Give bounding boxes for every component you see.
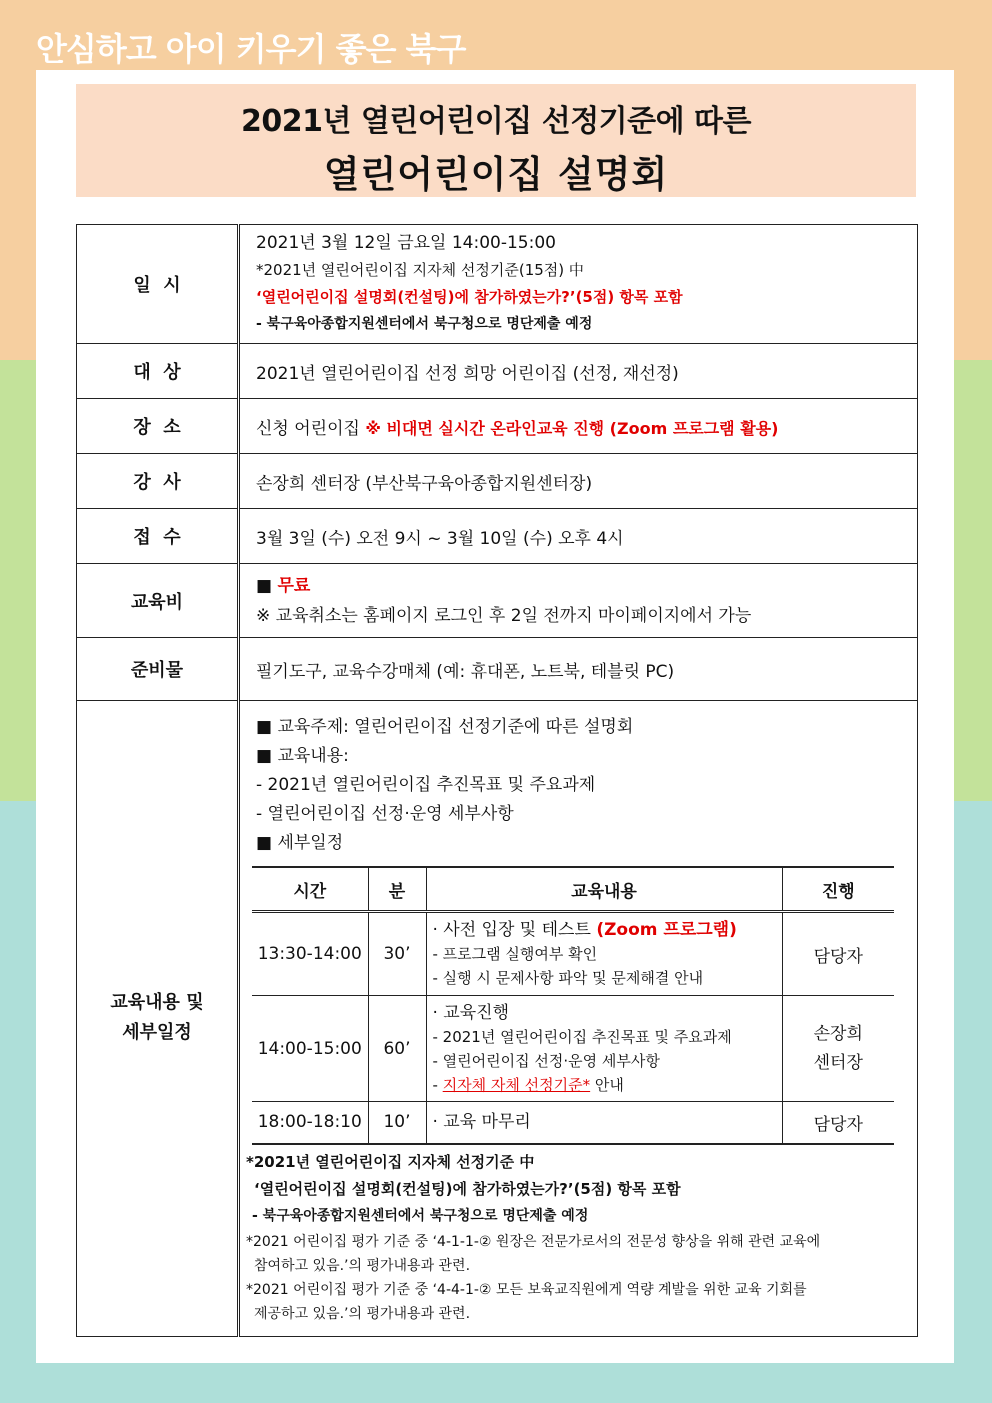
footnote-4a: *2021 어린이집 평가 기준 중 ‘4-1-1-② 원장은 전문가로서의 전문성 향상을 위해 관련 교육에 [246,1233,821,1250]
schedule-header-time: 시간 [252,867,368,912]
row-target [77,344,918,399]
schedule-sub: - 실행 시 문제사항 파악 및 문제해결 안내 [432,969,704,987]
slogan: 안심하고 아이 키우기 좋은 북구 [36,30,466,68]
schedule-row [252,912,894,996]
row-details [77,701,918,1337]
row-place [77,399,918,454]
schedule-sub-prefix: - [432,1075,443,1094]
label-details [77,701,239,1337]
schedule-host-line-2: 센터장 [813,1052,863,1073]
details-topic: ■ 교육주제: 열린어린이집 선정기준에 따른 설명회 [256,717,634,737]
datetime-submission: - 북구육아종합지원센터에서 북구청으로 명단제출 예정 [256,316,593,332]
schedule-sub-suffix: 안내 [590,1075,624,1094]
row-lecturer [77,454,918,509]
content-fee [239,564,918,638]
fee-value: 무료 [277,575,311,596]
details-content-head: ■ 교육내용: [256,746,349,766]
schedule-minutes: 60’ [368,996,426,1102]
schedule-sub: - 열린어린이집 선정·운영 세부사항 [432,1051,660,1070]
row-reception [77,509,918,564]
schedule-main: · 교육 마무리 [432,1112,531,1133]
details-content-2: - 열린어린이집 선정·운영 세부사항 [256,804,514,824]
label-lecturer: 강 사 [77,454,239,509]
schedule-row [252,996,894,1102]
title-box [76,84,916,197]
schedule-header-minutes: 분 [368,867,426,912]
footnote-5b: 제공하고 있음.’의 평가내용과 관련. [254,1305,471,1322]
schedule-time: 14:00-15:00 [252,996,368,1102]
schedule-header-row [252,867,894,912]
label-fee: 교육비 [77,564,239,638]
schedule-main: · 교육진행 [432,1002,509,1023]
content-target: 2021년 열린어린이집 선정 희망 어린이집 (선정, 재선정) [239,344,918,399]
schedule-sub: - 프로그램 실행여부 확인 [432,945,598,963]
fee-cancel-note: ※ 교육취소는 홈페이지 로그인 후 2일 전까지 마이페이지에서 가능 [256,605,752,626]
footnote-4b: 참여하고 있음.’의 평가내용과 관련. [254,1257,471,1274]
schedule-minutes: 10’ [368,1102,426,1144]
details-content-1: - 2021년 열린어린이집 추진목표 및 주요과제 [256,775,596,795]
label-place: 장 소 [77,399,239,454]
place-value: 신청 어린이집 [256,418,360,439]
content-supplies: 필기도구, 교육수강매체 (예: 휴대폰, 노트북, 테블릿 PC) [239,638,918,701]
schedule-content [426,912,782,996]
info-table [76,224,918,1337]
schedule-table [252,866,894,1145]
label-details-line-1: 교육내용 및 [110,992,204,1014]
schedule-header-host: 진행 [782,867,894,912]
datetime-criteria-item: ‘열린어린이집 설명회(컨설팅)에 참가하였는가?’(5점) 항목 포함 [256,288,683,306]
label-supplies: 준비물 [77,638,239,701]
label-reception: 접 수 [77,509,239,564]
schedule-content [426,1102,782,1144]
schedule-sub: - 2021년 열린어린이집 추진목표 및 주요과제 [432,1027,732,1046]
content-place [239,399,918,454]
title-line-1: 2021년 열린어린이집 선정기준에 따른 [240,104,752,139]
schedule-main-highlight: (Zoom 프로그램) [596,920,737,940]
schedule-header-content: 교육내용 [426,867,782,912]
content-reception: 3월 3일 (수) 오전 9시 ~ 3월 10일 (수) 오후 4시 [239,509,918,564]
schedule-minutes: 30’ [368,912,426,996]
label-details-line-2: 세부일정 [122,1022,192,1044]
content-datetime [239,225,918,344]
footnote-5a: *2021 어린이집 평가 기준 중 ‘4-4-1-② 모든 보육교직원에게 역량 계발을 위한 교육 기회를 [246,1281,807,1298]
row-datetime [77,225,918,344]
label-datetime: 일 시 [77,225,239,344]
content-lecturer: 손장희 센터장 (부산북구육아종합지원센터장) [239,454,918,509]
row-supplies [77,638,918,701]
title-line-2: 열린어린이집 설명회 [323,153,669,196]
datetime-value: 2021년 3월 12일 금요일 14:00-15:00 [256,233,556,253]
footnotes [246,1149,901,1326]
footnote-1: *2021년 열린어린이집 지자체 선정기준 中 [246,1152,535,1171]
schedule-host: 담당자 [782,912,894,996]
label-target: 대 상 [77,344,239,399]
datetime-criteria: *2021년 열린어린이집 지자체 선정기준(15점) 中 [256,261,584,279]
schedule-time: 18:00-18:10 [252,1102,368,1144]
footnote-3: - 북구육아종합지원센터에서 북구청으로 명단제출 예정 [252,1207,589,1224]
place-note: ※ 비대면 실시간 온라인교육 진행 (Zoom 프로그램 활용) [365,418,779,438]
details-schedule-head: ■ 세부일정 [256,833,344,853]
schedule-content [426,996,782,1102]
schedule-host: 담당자 [782,1102,894,1144]
schedule-time: 13:30-14:00 [252,912,368,996]
schedule-host-line-1: 손장희 [813,1023,863,1044]
schedule-main: · 사전 입장 및 테스트 [432,920,597,940]
footnote-2: ‘열린어린이집 설명회(컨설팅)에 참가하였는가?’(5점) 항목 포함 [254,1179,681,1198]
row-fee [77,564,918,638]
fee-bullet: ■ [256,575,273,596]
schedule-sub-highlight: 지자체 자체 선정기준* [442,1075,591,1094]
schedule-row [252,1102,894,1144]
schedule-host [782,996,894,1102]
content-details [239,701,918,1337]
